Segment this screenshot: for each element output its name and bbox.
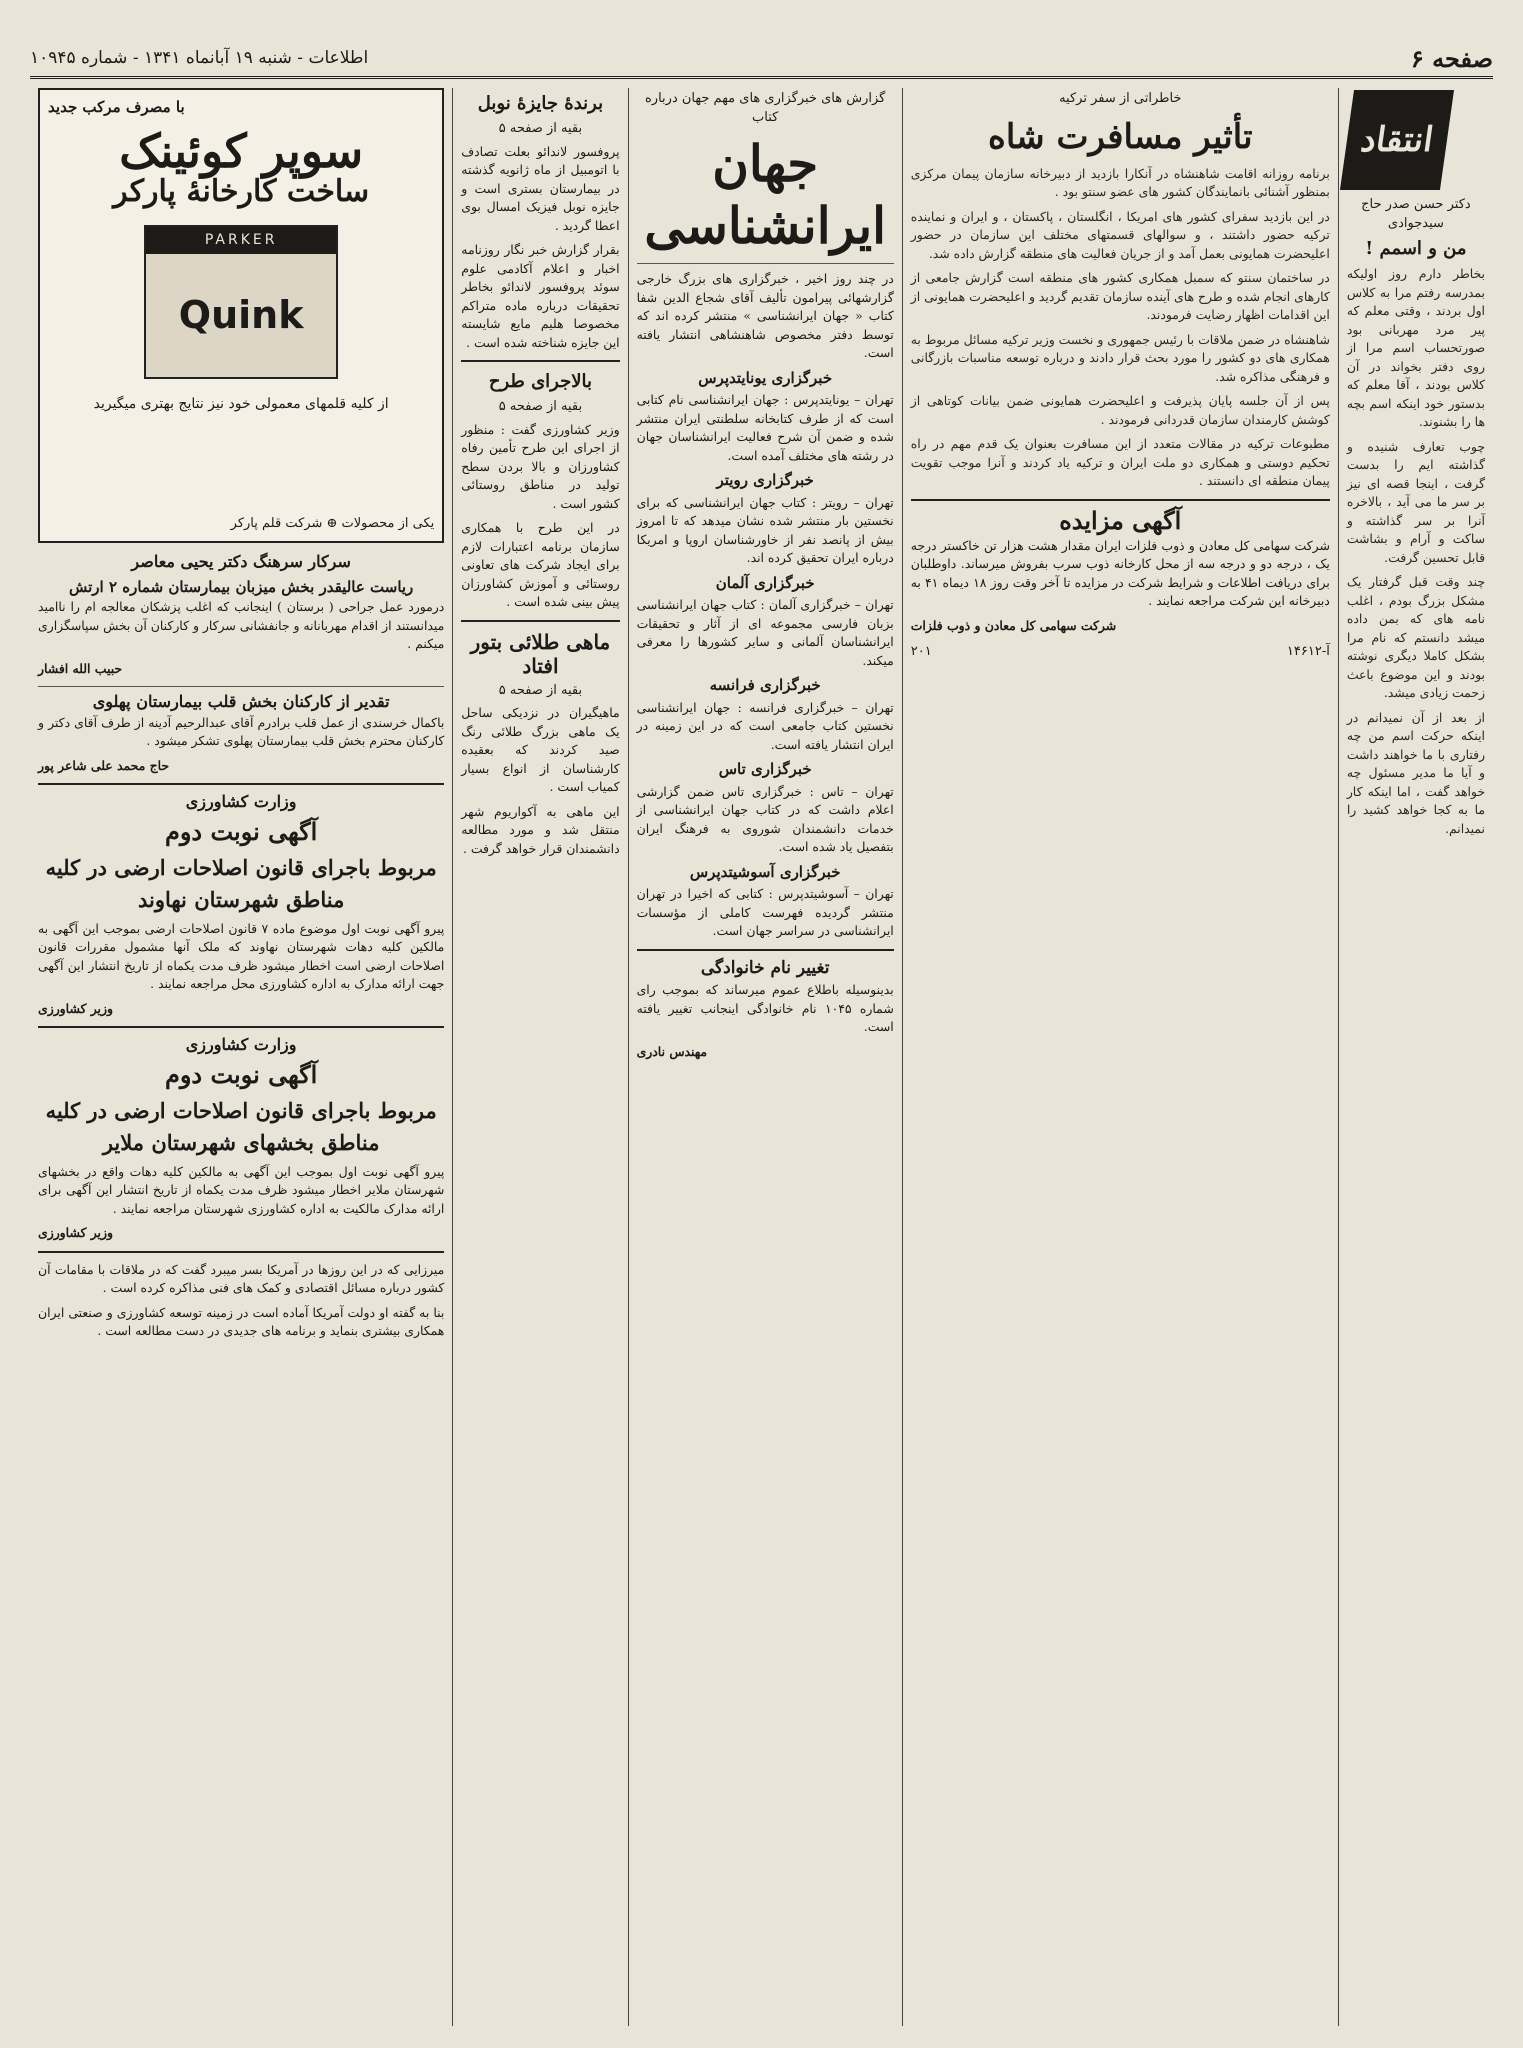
- notice1-signature: وزیر کشاورزی: [38, 1000, 113, 1016]
- plan-paragraph: در این طرح با همکاری سازمان برنامه اعتبارات لازم برای ایجاد شرکت های تعاونی روستائی و آموزش کشاورزان پیش بینی شده است .: [461, 520, 620, 609]
- ad-benefit: از کلیه قلمهای معمولی خود نیز نتایج بهتری میگیرید: [93, 396, 389, 412]
- ink-package-image: [144, 225, 338, 379]
- iranology-section-body: تهران – تاس : خبرگزاری تاس ضمن گزارشی اعلام داشت که در کتاب جهان ایرانشناسی از خدمات دانشمندان شوروی به فرهنگ ایران بتفصیل یاد شده است.: [636, 783, 894, 854]
- ad-footer: یکی از محصولات ⊕ شرکت قلم پارکر: [230, 515, 435, 531]
- notice2-ministry: وزارت کشاورزی: [185, 1035, 297, 1054]
- entegad-paragraph: چند وقت قبل گرفتار یک مشکل بزرگ بودم ، اغلب نامه های که بمن داده میشد دانستم که نام مرا بشکل کاملا دیگری نوشته بودند و این موضوع باعث زحمت زیادی میشد.: [1346, 574, 1485, 700]
- hospital-signature: حبیب الله افشار: [38, 660, 123, 676]
- page-number: صفحه ۶: [1410, 43, 1493, 73]
- column-entegad: [1338, 88, 1493, 2026]
- auction-code: ۲۰۱: [910, 644, 932, 659]
- hospital-title: سرکار سرهنگ دکتر یحیی معاصر: [131, 552, 351, 571]
- ad-brand: سوپر کوئینک: [119, 123, 364, 178]
- hospital-subtitle: ریاست عالیقدر بخش میزبان بیمارستان شماره ۲ ارتش: [69, 577, 414, 596]
- iranology-kicker: گزارش های خبرگزاری های مهم جهان درباره کتاب: [645, 91, 886, 125]
- family-name-body: بدینوسیله باطلاع عموم میرساند که بموجب رای شماره ۱۰۴۵ نام خانوادگی اینجانب تغییر یافته است.: [636, 982, 894, 1034]
- plan-paragraph: وزیر کشاورزی گفت : منظور از اجرای این طرح تأمین رفاه کشاورزان و بالا بردن سطح تولید در مناطق روستائی کشور است .: [461, 421, 620, 511]
- package-top: PARKER: [146, 227, 336, 254]
- shah-trip-paragraph: شاهنشاه در ضمن ملاقات با رئیس جمهوری و نخست وزیر ترکیه مسائل مربوط به همکاری های دو کشور را مورد بحث قرار دادند و درباره توسعه مناسبات بازرگانی و فرهنگی مذاکره شد.: [910, 331, 1330, 384]
- fish-paragraph: ماهیگیران در نزدیکی ساحل یک ماهی بزرگ طلائی رنگ صید کردند که بعقیده کارشناسان از انواع بسیار کمیاب است .: [461, 705, 620, 794]
- iranology-section-title: خبرگزاری آسوشیتدپرس: [689, 862, 841, 881]
- package-name: Quink: [178, 293, 304, 337]
- notice2-title: مربوط باجرای قانون اصلاحات ارضی در کلیه مناطق بخشهای شهرستان ملایر: [45, 1097, 437, 1155]
- notice2-kind: آگهی نوبت دوم: [164, 1059, 318, 1089]
- column-nobel: [452, 88, 627, 2026]
- iranology-section-title: خبرگزاری تاس: [718, 760, 812, 778]
- hospital-body: درمورد عمل جراحی ( برستان ) اینجانب که اغلب پزشکان معالجه ام را ناامید میدانستند از اقدام مهربانانه و جانفشانی سرکار و کارکنان آن بخش سپاسگزاری میکنم .: [38, 599, 445, 651]
- fish-continued: بقیه از صفحه ۵: [498, 682, 583, 698]
- nobel-paragraph: بقرار گزارش خبر نگار روزنامه اخبار و اعلام آکادمی علوم سوئد پروفسور لاندائو بخاطر تحقیقات درباره ماده متراکم مخصوصا هلیم مایع شایسته این جایزه شناخته شده است .: [461, 242, 620, 350]
- iranology-section-title: خبرگزاری رویتر: [716, 471, 814, 489]
- iranology-intro: در چند روز اخیر ، خبرگزاری های بزرگ خارجی گزارشهائی پیرامون تألیف آقای شجاع الدین شفا کتاب « جهان ایرانشناسی » منتشر کرده اند که توسط دفتر مخصوص شاهنشاهی انتشار یافته است.: [636, 271, 894, 360]
- column-shah-trip: [902, 88, 1338, 2026]
- entegad-paragraph: از بعد از آن نمیدانم در اینکه حرکت اسم من چه رفتاری با ما خواهند داشت و آیا ما مدیر مسئول چه خواهد گفت ، اما اینکه کار ما به کجا خواهد کشید را نمیدانم.: [1346, 709, 1485, 836]
- shah-trip-kicker: خاطراتی از سفر ترکیه: [1059, 91, 1182, 106]
- thanks-body: باکمال خرسندی از عمل قلب برادرم آقای عبدالرحیم آدینه از طرف آقای دکتر و کارکنان محترم بخش قلب بیمارستان پهلوی تشکر میشود .: [38, 714, 445, 748]
- family-name-signature: مهندس نادری: [636, 1043, 708, 1059]
- shah-trip-paragraph: پس از آن جلسه پایان پذیرفت و اعلیحضرت همایونی ضمن بیانات کوتاهی از کوشش کارمندان سازمان قدردانی فرمودند .: [910, 393, 1330, 427]
- iranology-section-body: تهران – خبرگزاری فرانسه : جهان ایرانشناسی نخستین کتاب جامعی است که در این زمینه در ایران انتشار یافته است.: [636, 699, 894, 752]
- plan-continued: بقیه از صفحه ۵: [498, 399, 583, 414]
- issue-info: اطلاعات - شنبه ۱۹ آبانماه ۱۳۴۱ - شماره ۱۰۹۴۵: [30, 48, 369, 68]
- shah-trip-paragraph: برنامه روزانه اقامت شاهنشاه در آنکارا بازدید از دبیرخانه سازمان پیمان مرکزی بمنظور آشنائی بانمایندگان کشور های عضو سنتو بود .: [910, 165, 1330, 199]
- iranology-section-title: خبرگزاری یونایتدپرس: [698, 368, 833, 387]
- entegad-paragraph: چوب تعارف شنیده و گذاشته ایم را بدست گرفت ، اینجا قصه ای نیز بر سر ما می آید ، بالاخره آنرا بر سر گذاشته و ساکت و آرام و بشاشت قابل تحسین گرفت.: [1346, 438, 1485, 565]
- ad-made-in: ساخت کارخانهٔ پارکر: [113, 173, 370, 209]
- notice2-body: پیرو آگهی نوبت اول بموجب این آگهی به مالکین کلیه دهات واقع در بخشهای شهرستان ملایر اخطار میشود ظرف مدت یکماه از تاریخ انتشار این آگهی برای ارائه مدارک مالکیت به اداره کشاورزی شهرستان مراجعه نمایند .: [38, 1163, 445, 1216]
- nobel-paragraph: پروفسور لاندائو بعلت تصادف با اتومبیل از ماه ژانویه گذشته در بیمارستان بستری است و جایزه نوبل فیزیک امسال بوی اعطا گردید .: [461, 143, 620, 233]
- entegad-paragraph: بخاطر دارم روز اولیکه بمدرسه رفتم مرا به کلاس اول بردند ، وقتی معلم که پیر مرد مهربانی بود صورتحساب اسم مرا از روی دفتر بخواند در آن کلاس بودند ، آقا معلم که بدستور خود اینکه اسم بچه ها را بشنوند.: [1346, 266, 1485, 429]
- thanks-signature: حاج محمد علی شاعر پور: [38, 757, 170, 773]
- shah-trip-paragraph: در این بازدید سفرای کشور های امریکا ، انگلستان ، پاکستان ، و ایران و نماینده ترکیه حضور داشتند ، و سوالهای قسمتهای مختلف این سازمان در حضور اعلیحضرت همایونی بعمل آمد و از جریان فعالیت های منطقه گزارش داده شد.: [910, 208, 1330, 261]
- auction-paragraph: شرکت سهامی کل معادن و ذوب فلزات ایران مقدار هشت هزار تن خاکستر درجه یک ، درجه دو و درجه سه از محل کارخانه ذوب سرب بفروش میرساند. داوطلبان برای دریافت اطلاعات و شرایط شرکت در مزایده تا آخر وقت روز ۱۸ دیماه ۴۱ به دبیرخانه این شرکت مراجعه نمایند .: [910, 537, 1330, 608]
- shah-trip-paragraph: مطبوعات ترکیه در مقالات متعدد از این مسافرت بعنوان یک قدم مهم در راه تحکیم دوستی و همکاری دو ملت ایران و ترکیه یاد کردند و آنرا موجب تقویت پیمان منطقه ای دانستند .: [910, 436, 1330, 488]
- ad-tagline: با مصرف مرکب جدید: [48, 98, 185, 116]
- entegad-logo: انتقاد: [1340, 90, 1454, 190]
- iranology-section-body: تهران – یونایتدپرس : جهان ایرانشناسی نام کتابی است که از طرف کتابخانه سلطنتی ایران منتشر شده و ضمن آن شرح فعالیت ایرانشناسان جهان در رشته های مختلف آمده است.: [636, 392, 894, 463]
- family-name-title: تغییر نام خانوادگی: [700, 957, 830, 978]
- notice1-title: مربوط باجرای قانون اصلاحات ارضی در کلیه مناطق شهرستان نهاوند: [45, 854, 437, 912]
- auction-codes: [911, 643, 1330, 662]
- plan-title: بالاجرای طرح: [488, 371, 592, 392]
- shah-trip-paragraph: در ساختمان سنتو که سمبل همکاری کشور های منطقه است گزارش جامعی از کارهای انجام شده و طرح های آینده سازمان تقدیم گردید و اعلیحضرت همایونی از این اقدامات اظهار رضایت فرمودند.: [910, 270, 1330, 322]
- entegad-title: من و اسمم !: [1365, 238, 1467, 259]
- entegad-body: [1347, 265, 1485, 838]
- column-notices: [30, 88, 452, 2026]
- columns: [30, 88, 1493, 2026]
- fish-paragraph: این ماهی به آکواریوم شهر منتقل شد و مورد مطالعه دانشمندان قرار خواهد گرفت .: [461, 803, 620, 856]
- column-iranology: [628, 88, 902, 2026]
- iranology-section-body: تهران – رویتر : کتاب جهان ایرانشناسی که برای نخستین بار منتشر شده نشان میدهد که تا امروز بیش از پانصد نفر از خاورشناسان اروپا و امریکا درباره ایران تحقیق کرده اند.: [636, 494, 894, 565]
- auction-signature: شرکت سهامی کل معادن و ذوب فلزات: [910, 617, 1117, 633]
- entegad-author: دکتر حسن صدر حاج سیدجوادی: [1361, 197, 1471, 231]
- masthead: [30, 40, 1493, 79]
- notice1-ministry: وزارت کشاورزی: [185, 792, 297, 811]
- parker-ad: [38, 88, 444, 543]
- nobel-title: برندهٔ جایزهٔ نوبل: [477, 93, 604, 114]
- auction-title: آگهی مزایده: [1059, 505, 1182, 535]
- iranology-section-title: خبرگزاری آلمان: [715, 573, 815, 592]
- auction-code: آ-۱۴۶۱۲: [1286, 644, 1330, 659]
- story-paragraph: بنا به گفته او دولت آمریکا آماده است در زمینه توسعه کشاورزی و صنعتی ایران همکاری بیشتری بنماید و برنامه های جدیدی در دست مطالعه است .: [38, 1304, 445, 1338]
- nobel-continued: بقیه از صفحه ۵: [498, 121, 583, 136]
- iranology-headline: جهان ایرانشناسی: [644, 134, 887, 255]
- notice2-signature: وزیر کشاورزی: [38, 1225, 113, 1240]
- shah-trip-headline: تأثیر مسافرت شاه: [988, 116, 1253, 157]
- fish-title: ماهی طلائی بتور افتاد: [470, 629, 611, 678]
- thanks-title: تقدیر از کارکنان بخش قلب بیمارستان پهلوی: [92, 692, 390, 711]
- iranology-section-title: خبرگزاری فرانسه: [709, 676, 821, 694]
- notice1-kind: آگهی نوبت دوم: [164, 816, 318, 846]
- shah-trip-body: [911, 165, 1330, 491]
- iranology-section-body: تهران – خبرگزاری آلمان : کتاب جهان ایرانشناسی بزبان فارسی مجموعه ای از آثار و تحقیقات ایرانشناسان آلمانی و سایر کشورها را معرفی میکند.: [636, 597, 894, 668]
- story-paragraph: میرزایی که در این روزها در آمریکا بسر میبرد گفت که در ملاقات با مقامات آن کشور درباره مسائل اقتصادی و کمک های فنی مذاکره کرده است .: [38, 1261, 445, 1295]
- iranology-section-body: تهران – آسوشیتدپرس : کتابی که اخیرا در تهران منتشر گردیده فهرست کاملی از مؤسسات ایرانشناسی در سراسر جهان است.: [636, 886, 894, 938]
- notice1-body: پیرو آگهی نوبت اول موضوع ماده ۷ قانون اصلاحات ارضی بموجب این آگهی به مالکین کلیه دهات شهرستان نهاوند که ملک آنها مشمول مقررات قانون اصلاحات ارضی است اخطار میشود ظرف مدت یکماه از تاریخ انتشار این آگهی جهت ارائه مدارک به اداره کشاورزی محل مراجعه نمایند .: [38, 920, 445, 991]
